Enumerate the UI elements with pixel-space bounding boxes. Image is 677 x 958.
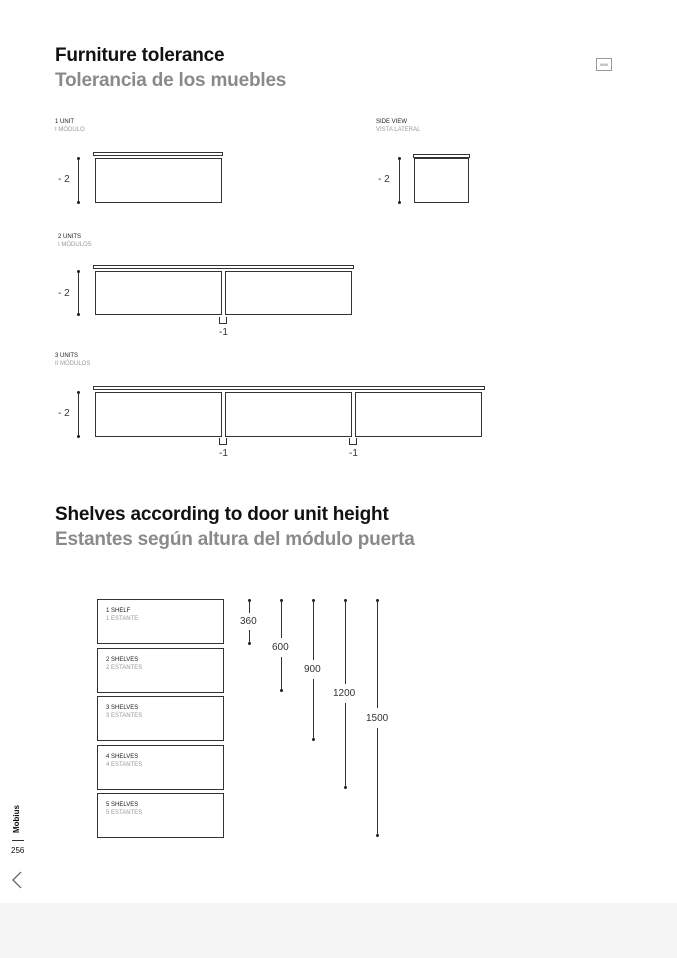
dim-dot xyxy=(376,834,379,837)
height-900-line-bottom xyxy=(313,679,314,740)
dim-dot xyxy=(77,201,80,204)
two-units-gap-marker xyxy=(219,317,227,324)
side-view-dim-line xyxy=(399,158,400,203)
dim-dot xyxy=(77,313,80,316)
height-360-label: 360 xyxy=(240,616,257,627)
dim-dot xyxy=(77,270,80,273)
three-units-gap-tol-1: -1 xyxy=(219,448,228,459)
shelf-unit-1: 1 SHELF 1 ESTANTE xyxy=(97,599,224,644)
two-units-box-1 xyxy=(95,271,222,315)
two-units-label: 2 UNITS I MÓDULOS xyxy=(58,234,92,248)
page-subtitle: Tolerancia de los muebles xyxy=(55,70,287,91)
dim-dot xyxy=(77,157,80,160)
two-units-dim-line xyxy=(78,271,79,315)
shelves-subtitle: Estantes según altura del módulo puerta xyxy=(55,529,415,550)
brand-divider xyxy=(12,840,24,841)
one-unit-height-tol: - 2 xyxy=(58,174,70,185)
height-1500-label: 1500 xyxy=(366,713,389,724)
shelf-unit-4: 4 SHELVES 4 ESTANTES xyxy=(97,745,224,790)
three-units-box-1 xyxy=(95,392,222,437)
three-units-box-2 xyxy=(225,392,352,437)
height-1500-line-bottom xyxy=(377,728,378,836)
one-unit-box xyxy=(95,158,222,203)
dim-dot xyxy=(312,738,315,741)
height-900-label: 900 xyxy=(304,664,321,675)
two-units-gap-tol: -1 xyxy=(219,327,228,338)
height-1200-line-bottom xyxy=(345,703,346,788)
brand-name: Mobius xyxy=(12,805,21,833)
three-units-gap-marker-1 xyxy=(219,438,227,445)
side-view-label: SIDE VIEW VISTA LATERAL xyxy=(376,119,421,133)
side-view-height-tol: - 2 xyxy=(378,174,390,185)
three-units-label: 3 UNITS II MÓDULOS xyxy=(55,353,91,367)
dim-dot xyxy=(77,435,80,438)
shelf-unit-5: 5 SHELVES 5 ESTANTES xyxy=(97,793,224,838)
three-units-gap-marker-2 xyxy=(349,438,357,445)
two-units-height-tol: - 2 xyxy=(58,288,70,299)
three-units-dim-line xyxy=(78,392,79,437)
height-600-line-top xyxy=(281,600,282,638)
height-360-line-top xyxy=(249,600,250,613)
one-unit-dim-line xyxy=(78,158,79,203)
height-600-label: 600 xyxy=(272,642,289,653)
back-arrow-icon[interactable] xyxy=(11,871,23,889)
page-title: Furniture tolerance xyxy=(55,45,225,66)
dim-dot xyxy=(398,157,401,160)
two-units-box-2 xyxy=(225,271,352,315)
three-units-top xyxy=(93,386,485,390)
dim-dot xyxy=(77,391,80,394)
three-units-height-tol: - 2 xyxy=(58,408,70,419)
height-600-line-bottom xyxy=(281,657,282,691)
dim-dot xyxy=(248,642,251,645)
unit-badge: M/M xyxy=(596,58,612,71)
dim-dot xyxy=(280,689,283,692)
one-unit-label: 1 UNIT I MÓDULO xyxy=(55,119,85,133)
three-units-gap-tol-2: -1 xyxy=(349,448,358,459)
height-1200-line-top xyxy=(345,600,346,684)
page-number: 256 xyxy=(11,846,25,855)
dim-dot xyxy=(344,786,347,789)
shelves-title: Shelves according to door unit height xyxy=(55,504,389,525)
height-1500-line-top xyxy=(377,600,378,708)
height-900-line-top xyxy=(313,600,314,660)
three-units-box-3 xyxy=(355,392,482,437)
height-1200-label: 1200 xyxy=(333,688,356,699)
one-unit-top xyxy=(93,152,223,156)
shelf-unit-2: 2 SHELVES 2 ESTANTES xyxy=(97,648,224,693)
footer-band xyxy=(0,903,677,958)
two-units-top xyxy=(93,265,354,269)
shelf-unit-3: 3 SHELVES 3 ESTANTES xyxy=(97,696,224,741)
side-view-box xyxy=(414,158,469,203)
dim-dot xyxy=(398,201,401,204)
